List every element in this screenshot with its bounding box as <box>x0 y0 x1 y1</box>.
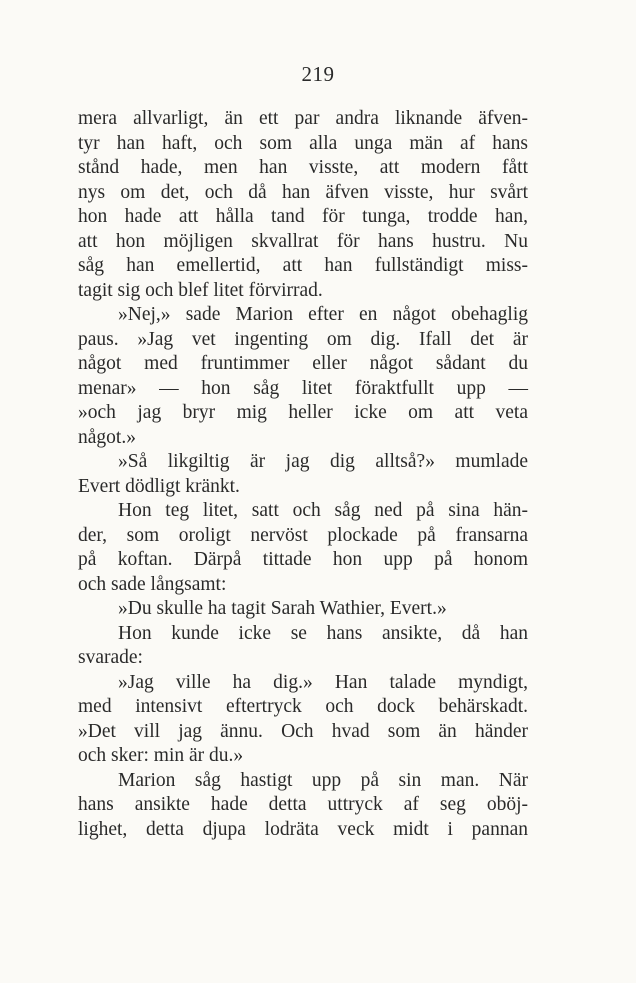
text-line: Marion såg hastigt upp på sin man. När <box>118 769 528 791</box>
text-line: med intensivt eftertryck och dock behärskadt. <box>78 696 528 717</box>
text-line: och sker: min är du.» <box>78 745 244 766</box>
text-line: lighet, detta djupa lodräta veck midt i pannan <box>78 818 528 840</box>
text-line: på koftan. Därpå tittade hon upp på honom <box>78 549 528 570</box>
text-line: nys om det, och då han äfven visste, hur svårt <box>78 181 528 203</box>
text-line: mera allvarligt, än ett par andra liknande äfven- <box>78 108 528 129</box>
body-text <box>78 107 528 842</box>
page-number: 219 <box>301 62 335 86</box>
text-line: något med fruntimmer eller något sådant du <box>78 353 528 374</box>
text-line: hans ansikte hade detta uttryck af seg oböj- <box>78 794 528 815</box>
text-line: »Jag ville ha dig.» Han talade myndigt, <box>118 671 528 693</box>
text-line: hon hade att hålla tand för tunga, trodde han, <box>78 206 528 227</box>
text-line: Hon kunde icke se hans ansikte, då han <box>118 622 528 644</box>
text-line: såg han emellertid, att han fullständigt miss- <box>78 255 528 276</box>
text-line: svarade: <box>78 647 143 668</box>
text-line: tagit sig och blef litet förvirrad. <box>78 279 323 301</box>
text-line: och sade långsamt: <box>78 573 227 595</box>
text-line: stånd hade, men han visste, att modern fått <box>78 157 528 178</box>
text-line: tyr han haft, och som alla unga män af hans <box>78 132 528 154</box>
text-line: »Det vill jag ännu. Och hvad som än händer <box>78 720 528 742</box>
text-line: paus. »Jag vet ingenting om dig. Ifall det är <box>78 328 528 350</box>
text-line: »Du skulle ha tagit Sarah Wathier, Evert.» <box>118 598 447 619</box>
text-line: menar» — hon såg litet föraktfullt upp — <box>78 377 528 399</box>
text-line: der, som oroligt nervöst plockade på fransarna <box>78 524 528 546</box>
text-line: »och jag bryr mig heller icke om att veta <box>78 402 528 423</box>
text-line: något.» <box>78 426 136 448</box>
text-line: att hon möjligen skvallrat för hans hustru. Nu <box>78 230 528 252</box>
text-line: Hon teg litet, satt och såg ned på sina hän- <box>118 500 528 521</box>
text-line: Evert dödligt kränkt. <box>78 475 240 497</box>
text-line: »Nej,» sade Marion efter en något obehaglig <box>118 304 528 325</box>
text-line: »Så likgiltig är jag dig alltså?» mumlade <box>118 451 528 472</box>
